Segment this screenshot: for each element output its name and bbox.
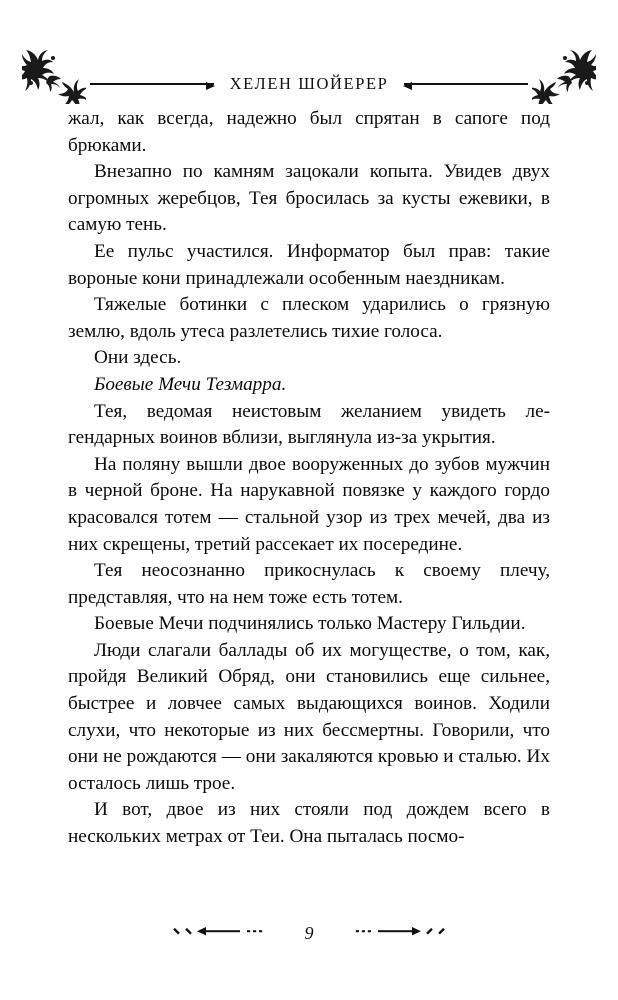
body-paragraph: жал, как всегда, надежно был спрятан в сапоге под брюками.: [68, 108, 550, 156]
body-paragraph: Боевые Мечи Тезмарра.: [94, 373, 287, 395]
body-paragraph: Тея, ведомая неистовым желанием увидеть легендарных воинов вблизи, выглянула из-за укрытия.: [68, 400, 550, 449]
page-body: [68, 106, 550, 851]
body-paragraph: И вот, двое из них стояли под дождем всего в нескольких метрах от Теи. Она пыталась посмо-: [68, 799, 550, 848]
arrow-rule-left-icon: [90, 83, 214, 85]
floral-corner-ornament-right-icon: [532, 46, 596, 104]
body-paragraph: Тяжелые ботинки с плеском ударились о грязную землю, вдоль утеса разлетелись тихие голоса.: [68, 294, 550, 342]
body-paragraph: Ее пульс участился. Информатор был прав: такие вороные кони принадлежали особенным наездникам.: [68, 240, 550, 289]
floral-corner-ornament-left-icon: [22, 46, 86, 104]
body-paragraph: Они здесь.: [94, 347, 182, 369]
running-head: ХЕЛЕН ШОЙЕРЕР: [229, 74, 389, 93]
body-paragraph: Внезапно по камням зацокали копыта. Увидев двух огромных жеребцов, Тея бросилась за кусты ежевики, в самую тень.: [68, 161, 550, 236]
body-paragraph: Тея неосознанно прикоснулась к своему плечу, представляя, что на нем тоже есть тотем.: [68, 560, 550, 608]
body-paragraph: На поляну вышли двое вооруженных до зубов мужчин в черной броне. На нарукавной повязке у каждого гордо красовался тотем — стальной узор из трех мечей, два из них скрещены, третий рассекает их посередине.: [68, 453, 550, 555]
arrow-rule-right-icon: [404, 83, 528, 85]
diamond-arrow-ornament-left-icon: [173, 924, 293, 943]
page-header: [28, 52, 590, 98]
page-number: 9: [304, 923, 314, 943]
diamond-arrow-ornament-right-icon: [325, 924, 445, 943]
header-rule: [90, 74, 528, 94]
page-footer: [0, 923, 618, 944]
body-paragraph: Люди слагали баллады об их могуществе, о том, как, пройдя Великий Обряд, они становились еще сильнее, быстрее и ловчее самых выдающихся воинов. Ходили слухи, что некоторые из них бессмертны. Говорили, что они не рождаются — они закаляются кровью и сталью. Их осталось лишь трое.: [68, 639, 550, 794]
body-paragraph: Боевые Мечи подчинялись только Мастеру Гильдии.: [94, 613, 526, 635]
